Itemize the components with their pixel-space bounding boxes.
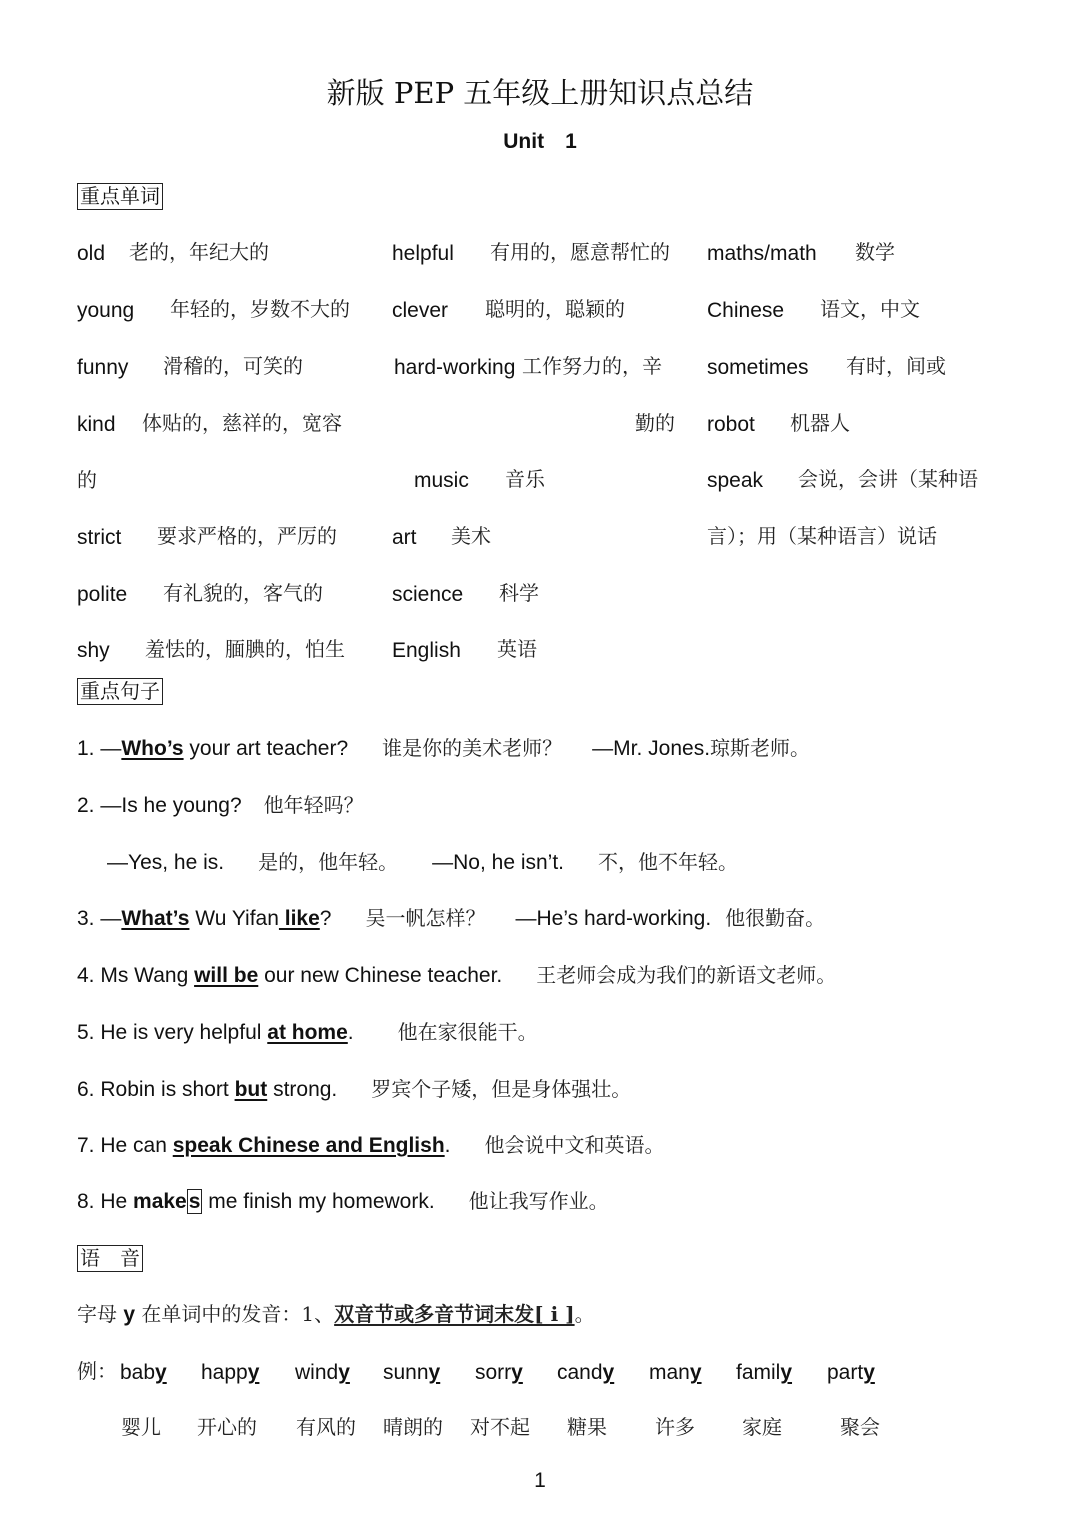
- vocab-meaning: 老的，年纪大的: [129, 240, 269, 264]
- vocab-word: maths/math: [707, 242, 817, 265]
- phonics-rule-key: 双音节或多音节词末发[ i ]: [334, 1302, 575, 1326]
- example-meaning: 对不起: [470, 1415, 530, 1439]
- vocab-meaning: 年轻的，岁数不大的: [170, 297, 350, 321]
- vocab-word: music: [414, 469, 469, 492]
- sentence-1: 1. —Who’s your art teacher? 谁是你的美术老师？ —Mr. Jones.琼斯老师。: [77, 736, 811, 760]
- vocab-word: funny: [77, 356, 129, 379]
- vocab-word: Chinese: [707, 299, 785, 322]
- vocab-word: science: [392, 583, 464, 606]
- boxed-letter: s: [188, 1190, 201, 1213]
- vocab-word: English: [392, 639, 461, 662]
- section-label-sentences: 重点句子: [77, 678, 163, 705]
- vocab-word: polite: [77, 583, 128, 606]
- vocab-word: old: [77, 242, 106, 265]
- vocab-meaning: 美术: [451, 524, 491, 548]
- sentence-2: 2. —Is he young? 他年轻吗？: [77, 793, 364, 817]
- example-meaning: 婴儿: [121, 1415, 161, 1439]
- vocab-word: kind: [77, 413, 116, 436]
- vocab-word: robot: [707, 413, 755, 436]
- vocab-meaning: 音乐: [505, 467, 545, 491]
- vocab-meaning: 的: [77, 468, 97, 492]
- vocab-word: strict: [77, 526, 122, 549]
- vocab-word: young: [77, 299, 135, 322]
- example-word: baby: [120, 1361, 167, 1384]
- key-phrase: Who’s: [121, 737, 184, 760]
- example-word: party: [827, 1361, 875, 1384]
- section-label-phonics: 语 音: [77, 1245, 143, 1272]
- vocab-meaning: 会说，会讲（某种语: [798, 467, 978, 491]
- vocab-meaning: 语文，中文: [820, 297, 920, 321]
- example-word: candy: [557, 1361, 615, 1384]
- example-word: family: [736, 1361, 793, 1384]
- vocab-word: sometimes: [707, 356, 809, 379]
- vocab-word: clever: [392, 299, 449, 322]
- vocab-meaning: 有礼貌的，客气的: [163, 581, 323, 605]
- key-phrase: speak Chinese and English: [172, 1134, 445, 1157]
- key-phrase: but: [234, 1078, 268, 1101]
- example-meaning: 家庭: [742, 1415, 782, 1439]
- unit-heading: Unit 1: [503, 130, 577, 153]
- vocab-meaning: 工作努力的，辛: [522, 354, 662, 378]
- vocab-word: speak: [707, 469, 764, 492]
- vocab-meaning: 勤的: [635, 411, 675, 435]
- sentence-4: 4. Ms Wang will be our new Chinese teacher. 王老师会成为我们的新语文老师。: [77, 963, 837, 987]
- key-phrase: at home: [267, 1021, 348, 1044]
- sentence-5: 5. He is very helpful at home. 他在家很能干。: [77, 1020, 538, 1044]
- key-phrase: What’s: [121, 907, 190, 930]
- example-meaning: 有风的: [296, 1415, 356, 1439]
- vocab-meaning: 有用的，愿意帮忙的: [490, 240, 670, 264]
- vocab-meaning: 言）；用（某种语言）说话: [707, 524, 937, 548]
- key-phrase: like: [278, 907, 320, 930]
- key-phrase: make: [133, 1190, 187, 1213]
- vocab-meaning: 有时，间或: [846, 354, 946, 378]
- page-title: 新版 PEP 五年级上册知识点总结: [326, 76, 754, 110]
- example-meaning: 开心的: [197, 1415, 257, 1439]
- sentence-3: 3. —What’s Wu Yifan like? 吴一帆怎样？ —He’s hard-working. 他很勤奋。: [77, 906, 826, 930]
- section-label-words: 重点单词: [77, 183, 163, 210]
- sentence-8: 8. He makes me finish my homework. 他让我写作业。: [77, 1189, 609, 1213]
- page-number: 1: [534, 1469, 546, 1492]
- vocab-word: hard-working: [394, 356, 516, 379]
- key-phrase: will be: [194, 964, 259, 987]
- example-meaning: 聚会: [840, 1415, 880, 1439]
- vocab-meaning: 羞怯的，腼腆的，怕生: [145, 637, 345, 661]
- sentence-2-answers: —Yes, he is. 是的，他年轻。 —No, he isn’t. 不，他不年轻。: [107, 850, 739, 874]
- vocab-word: helpful: [392, 242, 454, 265]
- example-meaning: 晴朗的: [383, 1415, 443, 1439]
- example-word: many: [649, 1361, 702, 1384]
- example-word: sorry: [475, 1361, 523, 1384]
- sentence-6: 6. Robin is short but strong. 罗宾个子矮，但是身体强壮。: [77, 1077, 632, 1101]
- vocab-meaning: 英语: [497, 637, 537, 661]
- vocab-meaning: 数学: [855, 240, 895, 264]
- vocab-meaning: 体贴的，慈祥的，宽容: [142, 411, 342, 435]
- vocab-meaning: 科学: [499, 581, 539, 605]
- example-meaning: 许多: [655, 1415, 695, 1439]
- vocab-meaning: 滑稽的，可笑的: [163, 354, 303, 378]
- vocab-meaning: 要求严格的，严厉的: [157, 524, 337, 548]
- example-meaning: 糖果: [567, 1415, 607, 1439]
- example-word: sunny: [383, 1361, 441, 1384]
- vocab-word: art: [392, 526, 417, 549]
- example-label: 例：: [77, 1359, 117, 1383]
- vocab-word: shy: [77, 639, 110, 662]
- phonics-rule: 字母 y 在单词中的发音：1、双音节或多音节词末发[ i ]。: [77, 1302, 595, 1326]
- example-word: windy: [295, 1361, 350, 1384]
- vocab-meaning: 聪明的，聪颖的: [485, 297, 625, 321]
- example-word: happy: [201, 1361, 260, 1384]
- sentence-7: 7. He can speak Chinese and English. 他会说中文和英语。: [77, 1133, 665, 1157]
- vocab-meaning: 机器人: [790, 411, 850, 435]
